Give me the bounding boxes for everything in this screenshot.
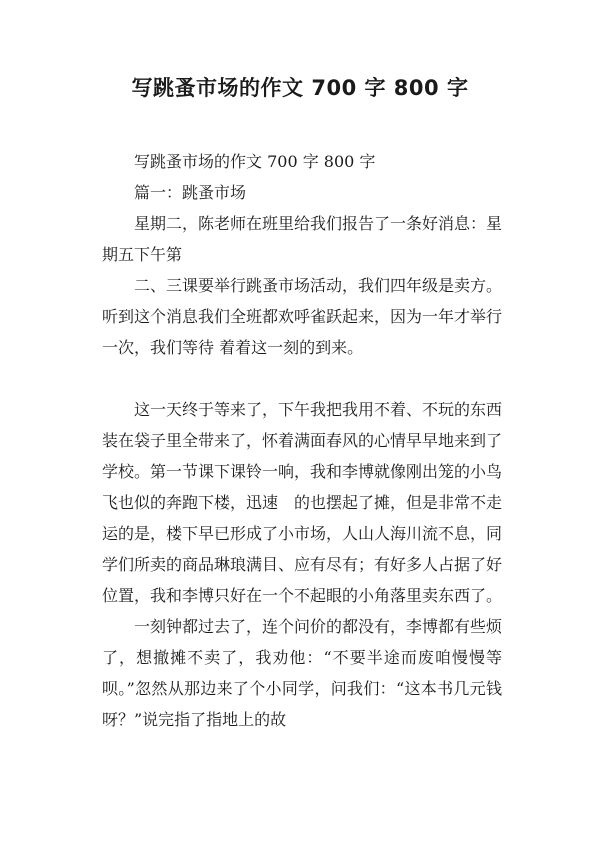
document-title: 写跳蚤市场的作文 700 字 800 字 bbox=[131, 76, 469, 100]
paragraph-market-day: 这一天终于等来了，下午我把我用不着、不玩的东西装在袋子里全带来了，怀着满面春风的心情早早地来到了学校。第一节课下课铃一响，我和李博就像刚出笼的小鸟飞也似的奔跑下楼，迅速 的也摆起了摊，但是非常不走运的是，楼下早已形成了小市场，人山人海川流不息，同学们所卖的商品琳琅满目、应有尽有；有好多人占据了好位置，我和李博只好在一个不起眼的小角落里卖东西了。 bbox=[102, 400, 503, 605]
paragraph-waiting: 一刻钟都过去了，连个问价的都没有，李博都有些烦了，想撤摊不卖了，我劝他：“不要半途而废咱慢慢等呗。”忽然从那边来了个小同学，问我们：“这本书几元钱呀？”说完指了指地上的故 bbox=[102, 617, 503, 729]
document-body bbox=[102, 146, 502, 735]
paragraph-subtitle: 写跳蚤市场的作文 700 字 800 字 bbox=[134, 152, 376, 171]
paragraph-spacer bbox=[102, 363, 502, 394]
paragraph-section-heading: 篇一：跳蚤市场 bbox=[134, 183, 247, 202]
paragraph-announcement: 星期二，陈老师在班里给我们报告了一条好消息：星期五下午第 bbox=[102, 214, 503, 264]
paragraph-event-news: 二、三课要举行跳蚤市场活动，我们四年级是卖方。听到这个消息我们全班都欢呼雀跃起来，因为一年才举行一次，我们等待 着着这一刻的到来。 bbox=[102, 276, 503, 357]
